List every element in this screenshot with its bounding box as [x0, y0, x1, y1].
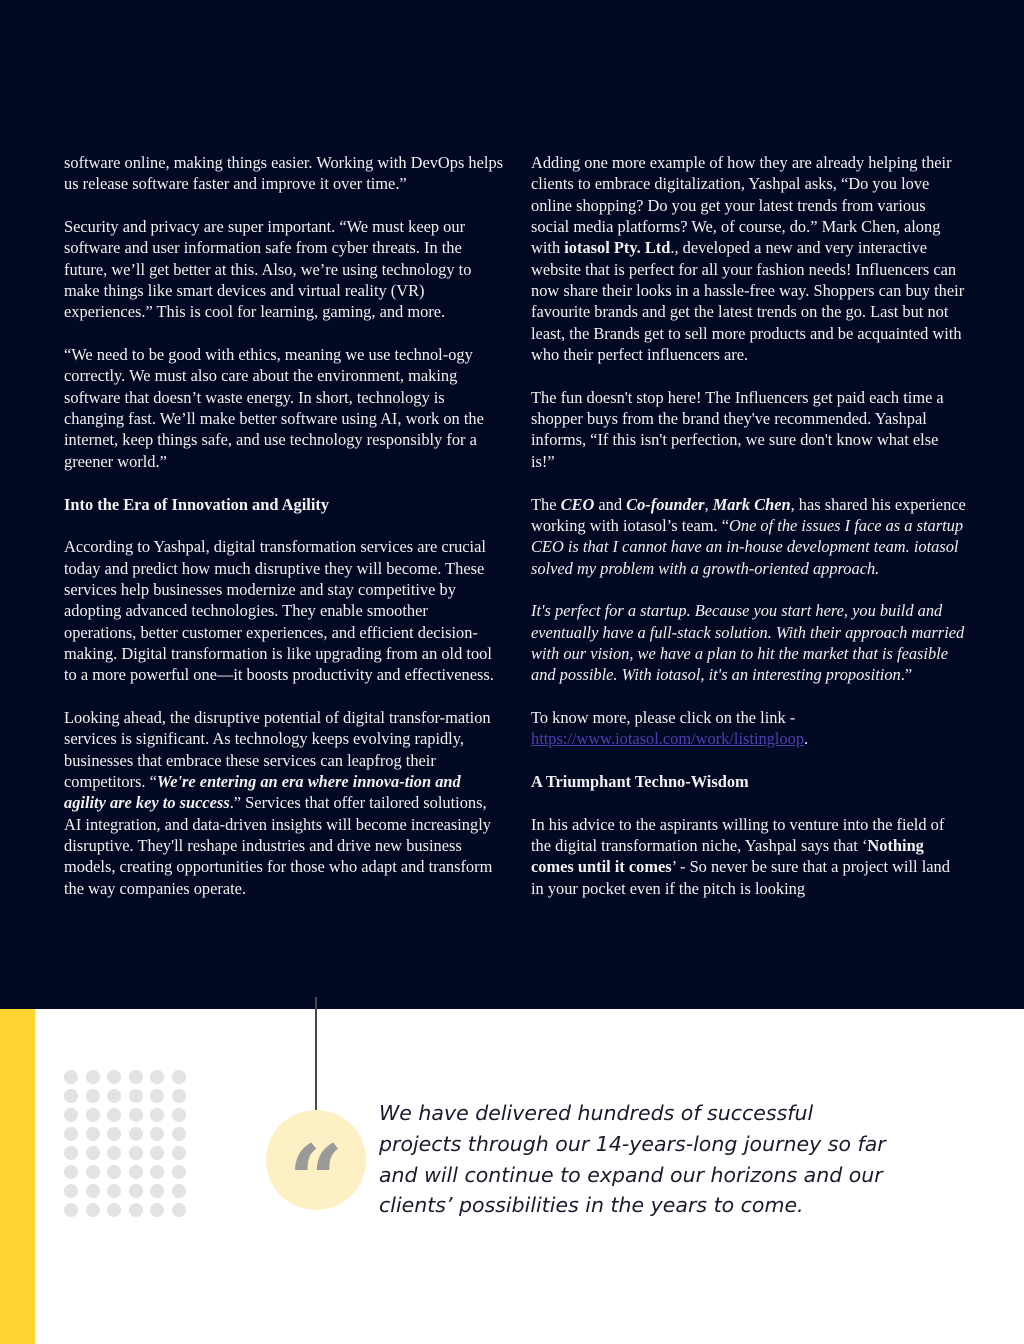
left-paragraph-5-end: .” Services that offer tailored solutions, AI integration, and data-driven insights will become increasingly disruptive. They'll reshape industries and drive new business models, creating opportunities for those who adapt and transform the way companies operate.: [64, 793, 493, 898]
dot: [64, 1184, 78, 1198]
dot: [129, 1070, 143, 1084]
dot: [172, 1127, 186, 1141]
dot: [129, 1203, 143, 1217]
dot: [172, 1146, 186, 1160]
dot-grid-decoration: [64, 1070, 186, 1218]
dot: [172, 1089, 186, 1103]
testimonial-comma: ,: [704, 494, 713, 514]
left-paragraph-4: According to Yashpal, digital transformation services are crucial today and predict how much disruptive they will become. These services help businesses modernize and stay competitive by adopting advanced technologies. They enable smoother operations, better customer experiences, and efficient decision-making. Digital transformation is like upgrading from an old tool to a more powerful one—it boosts productivity and effectiveness.: [64, 537, 494, 685]
dot: [107, 1108, 121, 1122]
left-paragraph-1: software online, making things easier. Working with DevOps helps us release software faster and improve it over time.”: [64, 153, 504, 194]
dot: [107, 1184, 121, 1198]
quote-badge: [266, 1110, 366, 1237]
dot: [64, 1203, 78, 1217]
dot: [107, 1203, 121, 1217]
dot: [107, 1070, 121, 1084]
link-intro: To know more, please click on the link -: [531, 707, 796, 727]
innovation-quote-emphasis: We're entering an era where innova-tion and agility are key to success: [64, 771, 461, 813]
cofounder-title: Co-founder: [626, 494, 705, 514]
right-paragraph-5: [531, 707, 966, 750]
dot: [64, 1070, 78, 1084]
dot: [86, 1184, 100, 1198]
dot: [107, 1089, 121, 1103]
dot: [86, 1108, 100, 1122]
dot: [150, 1165, 164, 1179]
dot: [150, 1070, 164, 1084]
dot: [107, 1165, 121, 1179]
dot: [86, 1165, 100, 1179]
dot: [150, 1146, 164, 1160]
quotation-mark-icon: “: [288, 1124, 344, 1237]
testimonial-close: .”: [900, 665, 913, 685]
advice-start: In his advice to the aspirants willing to venture into the field of the digital transformation niche, Yashpal says that ‘: [531, 814, 945, 855]
dot: [150, 1089, 164, 1103]
dot: [129, 1184, 143, 1198]
advice-end: ’ - So never be sure that a project will land in your pocket even if the pitch is looking: [531, 857, 950, 898]
dot: [150, 1184, 164, 1198]
vertical-divider: [315, 997, 317, 1110]
pull-quote-text: We have delivered hundreds of successful projects through our 14-years-long journey so far and will continue to expand our horizons and our clients’ possibilities in the years to come.: [379, 1101, 886, 1218]
testimonial-and: and: [594, 494, 627, 514]
left-paragraph-3: “We need to be good with ethics, meaning we use technol-ogy correctly. We must also care about the environment, making software that doesn’t waste energy. In short, technology is changing fast. We’ll make better software using AI, work on the internet, keep things safe, and use technology responsibly for a greener world.”: [64, 345, 484, 471]
person-name: Mark Chen: [712, 494, 791, 514]
company-name: iotasol Pty. Ltd: [564, 238, 671, 258]
dot: [172, 1165, 186, 1179]
dot: [129, 1146, 143, 1160]
dot: [150, 1108, 164, 1122]
yellow-accent-bar: [0, 1009, 35, 1344]
right-paragraph-6: [531, 814, 966, 899]
dot: [86, 1203, 100, 1217]
dot: [129, 1165, 143, 1179]
ceo-title: CEO: [560, 494, 595, 514]
dot: [64, 1146, 78, 1160]
dot: [64, 1165, 78, 1179]
right-paragraph-3: [531, 494, 966, 579]
left-paragraph-5: [64, 707, 504, 899]
dot: [86, 1089, 100, 1103]
dot: [172, 1184, 186, 1198]
right-column: [531, 152, 966, 899]
right-paragraph-2: The fun doesn't stop here! The Influencers get paid each time a shopper buys from the brand they've recommended. Yashpal informs, “If this isn't perfection, we sure don't know what else is!”: [531, 387, 944, 471]
left-paragraph-2: Security and privacy are super important. “We must keep our software and user information safe from cyber threats. In the future, we’ll get better at this. Also, we’re using technology to make things like smart devices and virtual reality (VR) experiences.” This is cool for learning, gaming, and more.: [64, 217, 472, 322]
dot: [172, 1108, 186, 1122]
testimonial-quote-1: One of the issues I face as a startup CEO is that I cannot have an in-house development team. iotasol solved my problem with a growth-oriented approach.: [531, 515, 964, 578]
link-period: .: [804, 729, 809, 749]
dot: [150, 1203, 164, 1217]
dot: [172, 1203, 186, 1217]
dot: [64, 1127, 78, 1141]
section-heading-innovation: Into the Era of Innovation and Agility: [64, 494, 330, 514]
dot: [64, 1108, 78, 1122]
dot: [107, 1146, 121, 1160]
listingloop-link[interactable]: https://www.iotasol.com/work/listingloop: [531, 729, 805, 749]
left-column: [64, 152, 504, 899]
right-paragraph-4: [531, 600, 966, 685]
testimonial-intro: The: [531, 494, 561, 514]
right-paragraph-1-start: Adding one more example of how they are already helping their clients to embrace digitalization, Yashpal asks, “Do you love online shopping? Do you get your latest trends from various social media platforms? We, of course, do.” Mark Chen, along with: [531, 153, 952, 258]
dot: [150, 1127, 164, 1141]
dot: [86, 1127, 100, 1141]
dot: [107, 1127, 121, 1141]
dot: [64, 1089, 78, 1103]
advice-emphasis: Nothing comes until it comes: [531, 836, 924, 877]
dot: [172, 1070, 186, 1084]
right-paragraph-1-end: ., developed a new and very interactive website that is perfect for all your fashion needs! Influencers can now share their looks in a hassle-free way. Shoppers can buy their favourite brands and get the latest trends on the go. Last but not least, the Brands get to sell more products and be acquainted with who their perfect influencers are.: [531, 238, 965, 365]
testimonial-quote-2: It's perfect for a startup. Because you start here, you build and eventually have a full-stack solution. With their approach married with our vision, we have a plan to hit the market that is feasible and possible. With iotasol, it's an interesting proposition: [531, 601, 965, 685]
left-paragraph-5-start: Looking ahead, the disruptive potential of digital transfor-mation services is significant. As technology keeps evolving rapidly, businesses that embrace these services can leapfrog their competitors. “: [64, 707, 491, 791]
dot: [86, 1146, 100, 1160]
right-paragraph-1: [531, 152, 966, 365]
dot: [129, 1127, 143, 1141]
dot: [86, 1070, 100, 1084]
dot: [129, 1089, 143, 1103]
testimonial-lead: , has shared his experience working with iotasol’s team. “: [531, 494, 966, 535]
dot: [129, 1108, 143, 1122]
section-heading-techno-wisdom: A Triumphant Techno-Wisdom: [531, 771, 749, 791]
